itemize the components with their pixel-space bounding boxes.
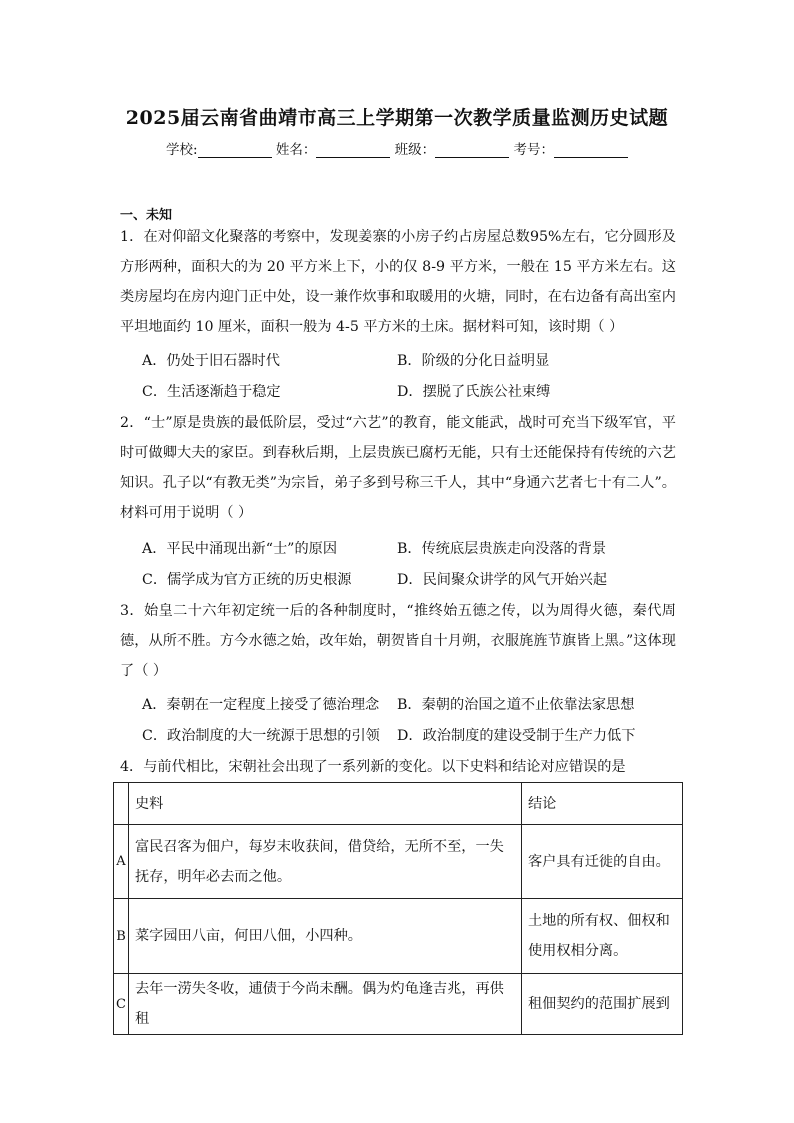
option-d[interactable]: D．摆脱了氏族公社束缚 (397, 384, 551, 400)
student-info-line (0, 138, 794, 158)
option-b[interactable]: B．秦朝的治国之道不止依靠法家思想 (397, 697, 635, 713)
question-4-table (113, 782, 683, 1035)
option-c[interactable]: C．生活逐渐趋于稳定 (142, 384, 281, 400)
conclusion-cell: 租佃契约的范围扩展到 (521, 974, 682, 1035)
conclusion-cell: 客户具有迁徙的自由。 (521, 825, 682, 899)
option-b[interactable]: B．阶级的分化日益明显 (397, 353, 550, 369)
school-label: 学校: (166, 142, 198, 158)
conclusion-cell: 土地的所有权、佃权和使用权相分离。 (521, 899, 682, 974)
exam-no-blank[interactable] (554, 144, 628, 158)
name-blank[interactable] (316, 144, 390, 158)
table-row (114, 899, 683, 974)
question-2-stem: 2．“士”原是贵族的最低阶层，受过“六艺”的教育，能文能武，战时可充当下级军官，平时可做卿大夫的家臣。到春秋后期，上层贵族已腐朽无能，只有士还能保持有传统的六艺知识。孔子以“有教无类”为宗旨，弟子多到号称三千人，其中“身通六艺者七十有二人”。材料可用于说明（ ） (120, 415, 676, 521)
question-3-stem: 3．始皇二十六年初定统一后的各种制度时，“推终始五德之传，以为周得火德，秦代周德，从所不胜。方今水德之始，改年始，朝贺皆自十月朔，衣服旄旌节旗皆上黑。”这体现了（ ） (120, 603, 676, 679)
section-heading: 一、未知 (120, 208, 173, 223)
class-blank[interactable] (435, 144, 509, 158)
question-1-stem: 1．在对仰韶文化聚落的考察中，发现姜寨的小房子约占房屋总数95%左右，它分圆形及方形两种，面积大的为 20 平方米上下，小的仅 8-9 平方米，一般在 15 平方米左右。这类房屋均在房内迎门正中处，设一兼作炊事和取暖用的火塘，同时，在右边备有高出室内平坦地面约 10 厘米，面积一般为 4-5 平方米的土床。据材料可知，该时期（ ） (120, 229, 676, 335)
source-cell: 去年一涝失冬收，逋债于今尚未酬。偶为灼龟逢吉兆，再供租 (128, 974, 521, 1035)
table-header-row (114, 783, 683, 825)
table-header-cell: 史料 (128, 783, 521, 825)
table-header-cell (114, 783, 129, 825)
option-d[interactable]: D．民间聚众讲学的风气开始兴起 (397, 572, 608, 588)
source-cell: 菜字园田八亩，何田八佃，小四种。 (128, 899, 521, 974)
class-label: 班级： (394, 142, 436, 158)
exam-no-label: 考号： (513, 142, 554, 158)
school-blank[interactable] (198, 144, 272, 158)
option-c[interactable]: C．儒学成为官方正统的历史根源 (142, 572, 352, 588)
table-header-cell: 结论 (521, 783, 682, 825)
option-d[interactable]: D．政治制度的建设受制于生产力低下 (397, 728, 636, 744)
table-row (114, 974, 683, 1035)
row-label: A (114, 825, 129, 899)
option-b[interactable]: B．传统底层贵族走向没落的背景 (397, 541, 607, 557)
row-label: C (114, 974, 129, 1035)
page-title: 2025届云南省曲靖市高三上学期第一次教学质量监测历史试题 (125, 107, 669, 129)
option-a[interactable]: A．仍处于旧石器时代 (142, 353, 280, 369)
option-a[interactable]: A．秦朝在一定程度上接受了德治理念 (142, 697, 380, 713)
table-row (114, 825, 683, 899)
name-label: 姓名： (275, 142, 317, 158)
option-a[interactable]: A．平民中涌现出新“士”的原因 (142, 541, 338, 557)
question-4-stem: 4．与前代相比，宋朝社会出现了一系列新的变化。以下史料和结论对应错误的是 (120, 759, 626, 775)
option-c[interactable]: C．政治制度的大一统源于思想的引领 (142, 728, 380, 744)
source-cell: 富民召客为佃户，每岁末收获间，借贷给，无所不至，一失抚存，明年必去而之他。 (128, 825, 521, 899)
row-label: B (114, 899, 129, 974)
